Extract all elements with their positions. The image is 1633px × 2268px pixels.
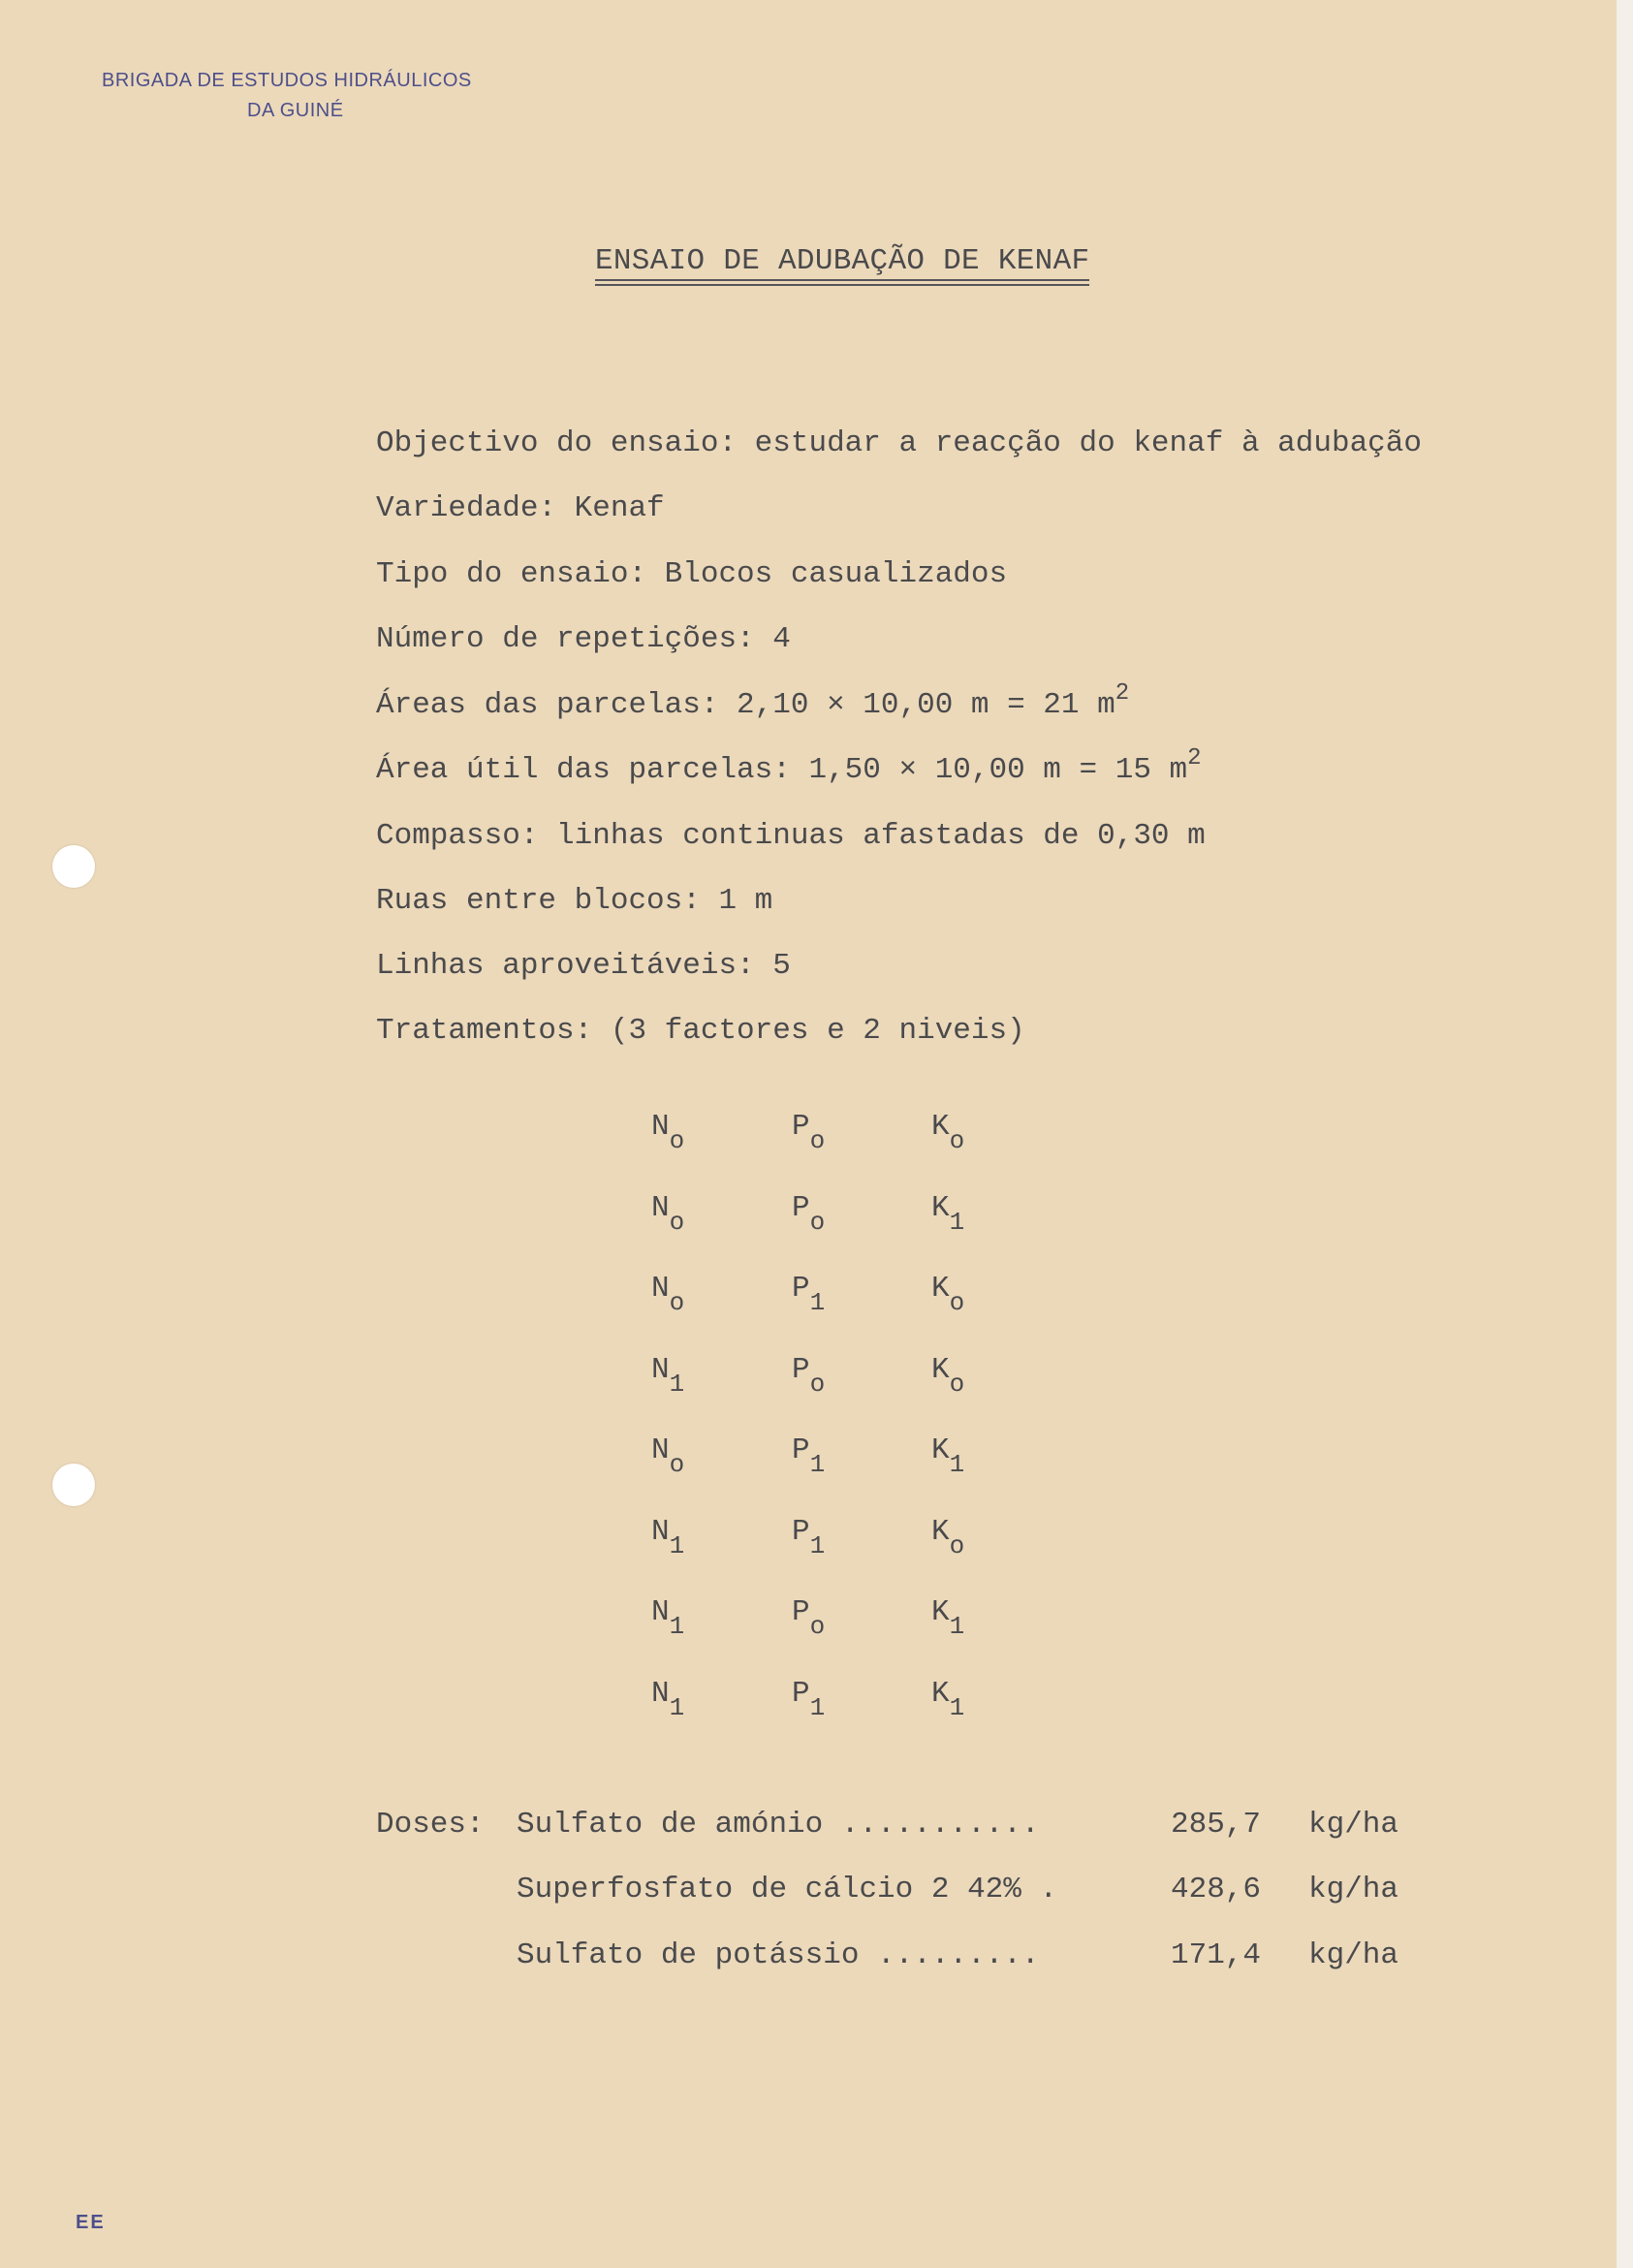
dose-unit: kg/ha <box>1308 1808 1399 1842</box>
detail-repetitions: Número de repetições: 4 <box>376 622 791 656</box>
treatment-factor: $N_1$ <box>651 1514 685 1560</box>
treatment-factor: $K_o$ <box>931 1352 965 1399</box>
letterhead-line-2: DA GUINÉ <box>247 100 344 121</box>
treatment-factor: $P_1$ <box>792 1514 826 1560</box>
treatment-row <box>651 1595 1000 1677</box>
detail-paths: Ruas entre blocos: 1 m <box>376 884 773 918</box>
detail-plot-area: Áreas das parcelas: 2,10 × 10,00 m = 21 $m^2$ <box>376 680 1130 722</box>
treatment-row <box>651 1110 1000 1191</box>
treatment-factor: $P_o$ <box>792 1595 826 1641</box>
letterhead-line-1: BRIGADA DE ESTUDOS HIDRÁULICOS <box>102 70 472 91</box>
treatment-factor: $N_o$ <box>651 1272 685 1317</box>
treatment-factor: $N_o$ <box>651 1433 685 1479</box>
treatment-factor: $N_1$ <box>651 1676 685 1722</box>
treatment-factor: $N_1$ <box>651 1595 685 1641</box>
treatment-factor: $K_1$ <box>931 1676 965 1722</box>
treatment-factor: $K_1$ <box>931 1595 965 1641</box>
treatment-row <box>651 1272 1000 1353</box>
treatment-factor: $K_o$ <box>931 1514 965 1560</box>
treatment-factor: $P_o$ <box>792 1110 826 1155</box>
treatment-factor: $P_o$ <box>792 1190 826 1237</box>
detail-spacing: Compasso: linhas continuas afastadas de 0,30 m <box>376 819 1206 853</box>
treatment-factor: $N_o$ <box>651 1110 685 1155</box>
detail-useful-area: Área útil das parcelas: 1,50 × 10,00 m = 15 $m^2$ <box>376 745 1202 787</box>
dose-name: Sulfato de amónio ........... <box>517 1808 1040 1842</box>
treatment-factor: $N_1$ <box>651 1352 685 1399</box>
treatment-factor: $P_1$ <box>792 1272 826 1317</box>
treatment-row <box>651 1515 1000 1596</box>
dose-value: 428,6 <box>1171 1873 1262 1906</box>
treatment-factor: $P_1$ <box>792 1676 826 1722</box>
footer-mark: EE <box>76 2212 106 2233</box>
treatment-row <box>651 1191 1000 1273</box>
treatment-row <box>651 1433 1000 1515</box>
dose-name: Sulfato de potássio ......... <box>517 1938 1040 1972</box>
treatment-factor: $K_o$ <box>931 1272 965 1317</box>
treatment-factor: $N_o$ <box>651 1190 685 1237</box>
treatment-factor: $K_1$ <box>931 1190 965 1237</box>
dose-unit: kg/ha <box>1308 1873 1399 1906</box>
treatment-factor: $P_o$ <box>792 1352 826 1399</box>
dose-unit: kg/ha <box>1308 1938 1399 1972</box>
detail-variety: Variedade: Kenaf <box>376 491 665 525</box>
treatment-factor: $K_o$ <box>931 1110 965 1155</box>
treatment-row <box>651 1353 1000 1434</box>
treatment-row <box>651 1677 1000 1758</box>
treatment-factor: $K_1$ <box>931 1433 965 1479</box>
scan-edge <box>1617 0 1633 2268</box>
letterhead <box>102 66 472 126</box>
detail-usable-lines: Linhas aproveitáveis: 5 <box>376 949 791 983</box>
detail-objective: Objectivo do ensaio: estudar a reacção do kenaf à adubação <box>376 426 1422 460</box>
dose-name: Superfosfato de cálcio 2 42% . <box>517 1873 1058 1906</box>
document-title: ENSAIO DE ADUBAÇÃO DE KENAF <box>595 244 1089 281</box>
punch-hole <box>52 1464 95 1506</box>
detail-treatments: Tratamentos: (3 factores e 2 niveis) <box>376 1014 1025 1048</box>
treatment-factor: $P_1$ <box>792 1433 826 1479</box>
detail-trial-type: Tipo do ensaio: Blocos casualizados <box>376 557 1008 591</box>
dose-value: 171,4 <box>1171 1938 1262 1972</box>
dose-value: 285,7 <box>1171 1808 1262 1842</box>
punch-hole <box>52 845 95 888</box>
treatments-table <box>651 1110 1000 1757</box>
doses-label: Doses: <box>376 1808 485 1842</box>
